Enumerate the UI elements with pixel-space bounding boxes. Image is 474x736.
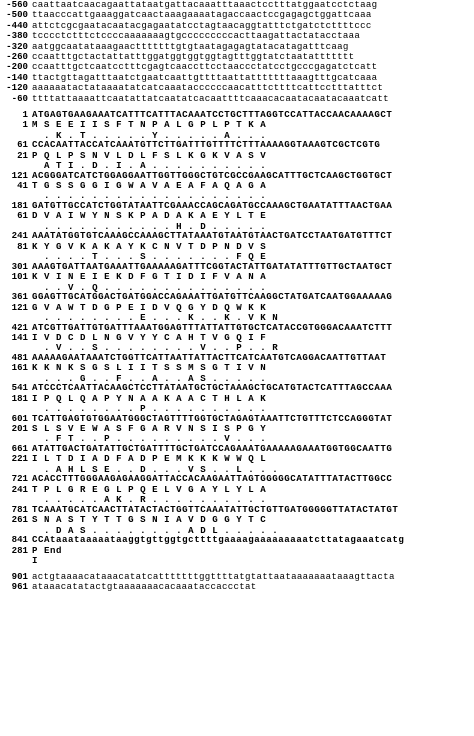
amino-acid-line-text: K Y G V K A K A Y K C N V T D P N D V S bbox=[32, 241, 267, 252]
nucleotide-line bbox=[0, 292, 474, 302]
downstream-sequence-line bbox=[0, 572, 474, 582]
amino-acid-line-text: P Q L P S N V L D L F S L K G K V A S V bbox=[32, 150, 267, 161]
amino-acid-line bbox=[0, 181, 474, 191]
substitution-line bbox=[0, 131, 474, 140]
position-number: 721 bbox=[11, 474, 28, 485]
nucleotide-line-text: AAAAAGAATAAATCTGGTTCATTAATTATTACTTCATCAATGTCAGGACAATTGTTAAT bbox=[32, 352, 387, 363]
amino-acid-line-text: S N A S T Y T T G S N I A V D G G Y T C bbox=[32, 515, 267, 526]
substitution-line-text: . . . G . . F . . A . . A S . . . . . bbox=[32, 373, 267, 383]
nucleotide-line-text: CCACAATTACCATCAAATGTTCTTGATTTGTTTTCTTTAAAAGGTAAAGTCGCTCGTG bbox=[32, 140, 381, 151]
sequence-block bbox=[0, 201, 474, 231]
position-number: 961 bbox=[11, 581, 28, 592]
upstream-sequence-line-text: ccaatttgctactattatttggatggtggtggtagtttggtatctaatattttttt bbox=[32, 51, 355, 62]
position-number: 781 bbox=[11, 504, 28, 515]
position-number: 161 bbox=[11, 363, 28, 374]
substitution-line bbox=[0, 343, 474, 352]
substitution-line-text: I bbox=[32, 555, 39, 565]
sequence-block bbox=[0, 262, 474, 292]
position-number: 101 bbox=[11, 272, 28, 283]
substitution-line bbox=[0, 465, 474, 474]
position-number: 141 bbox=[11, 332, 28, 343]
sequence-block bbox=[0, 110, 474, 140]
sequence-block bbox=[0, 505, 474, 535]
nucleotide-line-text: GATGTTGCCATCTGGTATAATTCGAAACCAGCAGATGCCAAAGCTGAATATTTAACTGAA bbox=[32, 201, 393, 212]
amino-acid-line-text: P End bbox=[32, 545, 63, 556]
position-number: 121 bbox=[11, 302, 28, 313]
substitution-line bbox=[0, 283, 474, 292]
position-number: -380 bbox=[6, 31, 28, 42]
upstream-sequence-line bbox=[0, 83, 474, 93]
substitution-line-text: . D A S . . . . . . . . A D L . . . . . bbox=[32, 525, 279, 535]
amino-acid-line-text: D V A I W Y N S K P A D A K A E Y L T E bbox=[32, 211, 267, 222]
substitution-line-text: . . . . . . . . P . . . . . . . . . . bbox=[32, 404, 267, 414]
upstream-sequence-line-text: caattaatcaacagaattataatgattacaaatttaaactcctttatggaatcctctaag bbox=[32, 0, 378, 10]
nucleotide-line bbox=[0, 201, 474, 211]
sequence-block bbox=[0, 535, 474, 565]
upstream-sequence-line-text: aaaaaatactataaaatatcatcaaataccccccaacatttcttttcattcctttatttct bbox=[32, 83, 384, 94]
nucleotide-line-text: AAATATGGTGTCAAAGCCAAAGCTTATAAATGTAATGTAACTGATCCTAATGATGTTTCT bbox=[32, 231, 393, 242]
sequence-block bbox=[0, 231, 474, 261]
position-number: 61 bbox=[17, 211, 28, 222]
position-number: 241 bbox=[11, 231, 28, 242]
nucleotide-line bbox=[0, 414, 474, 424]
position-number: 61 bbox=[17, 140, 28, 151]
amino-acid-line bbox=[0, 363, 474, 373]
position-number: 261 bbox=[11, 515, 28, 526]
sequence-block bbox=[0, 353, 474, 383]
amino-acid-line bbox=[0, 211, 474, 221]
position-number: 361 bbox=[11, 292, 28, 303]
position-number: -60 bbox=[11, 93, 28, 104]
upstream-sequence-line bbox=[0, 0, 474, 10]
position-number: 41 bbox=[17, 181, 28, 192]
nucleotide-line-text: ATATTGACTGATATTGCTGATTTTGCTGATCCAGAAATGAAAAAGAAATGGTGGCAATTG bbox=[32, 444, 393, 455]
amino-acid-line bbox=[0, 485, 474, 495]
nucleotide-line bbox=[0, 535, 474, 545]
position-number: 181 bbox=[11, 393, 28, 404]
amino-acid-line-text: M S E E I I S F T N P A L G P L P T K A bbox=[32, 120, 267, 131]
amino-acid-line-text: G V A W T D G P E I D V Q G Y D Q W K K bbox=[32, 302, 267, 313]
position-number: -320 bbox=[6, 41, 28, 52]
amino-acid-line bbox=[0, 120, 474, 130]
substitution-line bbox=[0, 434, 474, 443]
nucleotide-line bbox=[0, 383, 474, 393]
upstream-sequence-line bbox=[0, 21, 474, 31]
position-number: 301 bbox=[11, 261, 28, 272]
sequence-block bbox=[0, 171, 474, 201]
substitution-line bbox=[0, 556, 474, 565]
substitution-line bbox=[0, 526, 474, 535]
amino-acid-line bbox=[0, 394, 474, 404]
upstream-sequence-line bbox=[0, 31, 474, 41]
substitution-line-text: . K . T . . . . . Y . . . . . A . . . bbox=[32, 130, 267, 140]
nucleotide-line bbox=[0, 140, 474, 150]
upstream-sequence-line-text: ccaatttgctcaatcctttcgagtcaaccttcctaaccctatcctgcccgagatctcatt bbox=[32, 62, 378, 73]
upstream-sequence-line bbox=[0, 10, 474, 20]
position-number: 841 bbox=[11, 535, 28, 546]
substitution-line-text: . . . . . . . . . . . H . D . . . . . bbox=[32, 221, 267, 231]
nucleotide-line bbox=[0, 171, 474, 181]
nucleotide-line-text: CCAtaaataaaaataaggtgttggtgcttttgaaaagaaaaaaaaatcttatagaaatcatg bbox=[32, 535, 405, 546]
nucleotide-line bbox=[0, 231, 474, 241]
nucleotide-line bbox=[0, 444, 474, 454]
sequence-block bbox=[0, 474, 474, 504]
amino-acid-line bbox=[0, 333, 474, 343]
position-number: 241 bbox=[11, 484, 28, 495]
nucleotide-line-text: TCATTGAGTGTGGAATGGGCTAGTTTTGGTGCTAGAGTAAATTCTGTTTCTCCAGGGTAT bbox=[32, 413, 393, 424]
position-number: -140 bbox=[6, 72, 28, 83]
coding-region bbox=[0, 110, 474, 565]
amino-acid-line-text: I V D C D L N G V Y Y C A H T V G Q I F bbox=[32, 332, 267, 343]
position-number: -200 bbox=[6, 62, 28, 73]
upstream-sequence-line-text: aatggcaatataaagaactttttttgtgtaatagagagtatacatagatttcaag bbox=[32, 41, 349, 52]
sequence-block bbox=[0, 383, 474, 413]
upstream-sequence-line bbox=[0, 52, 474, 62]
amino-acid-line bbox=[0, 151, 474, 161]
amino-acid-line bbox=[0, 424, 474, 434]
substitution-line bbox=[0, 191, 474, 200]
position-number: -440 bbox=[6, 20, 28, 31]
position-number: 1 bbox=[22, 120, 28, 131]
position-number: 181 bbox=[11, 201, 28, 212]
downstream-sequence-line-text: ataaacatatactgtaaaaaaacacaaataccaccctat bbox=[32, 581, 257, 592]
upstream-sequence-line-text: ttactgttagatttaatctgaatcaattgttttaattatttttttaaagtttgcatcaaa bbox=[32, 72, 378, 83]
sequence-block bbox=[0, 323, 474, 353]
downstream-sequence-line bbox=[0, 582, 474, 592]
nucleotide-line-text: ATCGTTGATTGTGATTTAAATGGAGTTTATTATTGTGCTCATACCGTGGGACAAATCTTT bbox=[32, 322, 393, 333]
position-number: -560 bbox=[6, 0, 28, 10]
amino-acid-line-text: K K N K S G S L I I T S S M S G T I V N bbox=[32, 363, 267, 374]
substitution-line-text: . . V . Q . . . . . . . . . . . . . . bbox=[32, 282, 267, 292]
upstream-sequence-line-text: ttaacccattgaaaggatcaactaaagaaaatagaccaactccgagagctggattcaaa bbox=[32, 10, 372, 21]
nucleotide-line bbox=[0, 474, 474, 484]
nucleotide-line-text: ATGAGTGAAGAAATCATTTCATTTACAAATCCTGCTTTAGGTCCATTACCAACAAAAGCT bbox=[32, 109, 393, 120]
nucleotide-line bbox=[0, 262, 474, 272]
substitution-line bbox=[0, 374, 474, 383]
position-number: -500 bbox=[6, 10, 28, 21]
sequence-block bbox=[0, 140, 474, 170]
nucleotide-line bbox=[0, 110, 474, 120]
amino-acid-line-text: T G S S G G I G W A V A E A F A Q A G A bbox=[32, 181, 267, 192]
amino-acid-line bbox=[0, 515, 474, 525]
sequence-block bbox=[0, 444, 474, 474]
upstream-sequence-line-text: attctcgcgaatacaatacgagaatatcctagtaacaggtatttctgatctcttttccc bbox=[32, 20, 372, 31]
amino-acid-line bbox=[0, 303, 474, 313]
position-number: -260 bbox=[6, 51, 28, 62]
downstream-sequence-line-text: actgtaaaacataaacatatcatttttttggttttatgtattaataaaaaaataaagttacta bbox=[32, 571, 395, 582]
amino-acid-line-text: T P L G R E G L P Q E L V G A Y L Y L A bbox=[32, 484, 267, 495]
upstream-sequence-line-text: ttttattaaaattcaatattatcaatatcacaattttcaaacacaatacaatacaaatcatt bbox=[32, 93, 389, 104]
amino-acid-line-text: I P Q L Q A P Y N A A K A A C T H L A K bbox=[32, 393, 267, 404]
nucleotide-line-text: AAAGTGATTAATGAAATTGAAAAAGATTTCGGTACTATTGATATATTTGTTGCTAATGCT bbox=[32, 261, 393, 272]
nucleotide-line-text: ATCCCTCAATTACAAGCTCCTTATAATGCTGCTAAAGCTGCATGTACTCATTTAGCCAAA bbox=[32, 383, 393, 394]
nucleotide-line bbox=[0, 353, 474, 363]
position-number: 81 bbox=[17, 241, 28, 252]
nucleotide-line bbox=[0, 323, 474, 333]
substitution-line bbox=[0, 252, 474, 261]
amino-acid-line bbox=[0, 272, 474, 282]
substitution-line bbox=[0, 222, 474, 231]
substitution-line bbox=[0, 313, 474, 322]
substitution-line-text: . . . . T . . . S . . . . . . . F Q E bbox=[32, 252, 267, 262]
sequence-block bbox=[0, 292, 474, 322]
substitution-line-text: . A H L S E . . D . . . V S . . L . . . bbox=[32, 464, 279, 474]
position-number: 121 bbox=[11, 170, 28, 181]
upstream-sequence-line bbox=[0, 42, 474, 52]
upstream-sequence-line bbox=[0, 62, 474, 72]
amino-acid-line bbox=[0, 546, 474, 556]
position-number: 661 bbox=[11, 444, 28, 455]
upstream-sequence-line-text: tcccctctttctccccaaaaaaagtgcccccccccacttaagattactatacctaaa bbox=[32, 31, 361, 42]
position-number: 901 bbox=[11, 571, 28, 582]
amino-acid-line-text: I L T D I A D F A D P E M K K K W W Q L bbox=[32, 454, 267, 465]
substitution-line-text: . V . . S . . . . . . . . V . . P . . R bbox=[32, 343, 279, 353]
position-number: 541 bbox=[11, 383, 28, 394]
nucleotide-line bbox=[0, 505, 474, 515]
downstream-region bbox=[0, 572, 474, 593]
amino-acid-line-text: S L S V E W A S F G A R V N S I S P G Y bbox=[32, 424, 267, 435]
nucleotide-line-text: TCAAATGCATCAACTTATACTACTGGTTCAAATATTGCTGTTGATGGGGGTTATACTATGT bbox=[32, 504, 399, 515]
nucleotide-line-text: ACACCTTTGGGAAGAGAAGGATTACCACAAGAATTAGTGGGGGCATATTTATACTTGGCC bbox=[32, 474, 393, 485]
amino-acid-line bbox=[0, 454, 474, 464]
substitution-line-text: . F T . . P . . . . . . . . . V . . . bbox=[32, 434, 267, 444]
substitution-line-text: . . . . . . . . . . . . . . . . . . . bbox=[32, 191, 267, 201]
position-number: 281 bbox=[11, 545, 28, 556]
substitution-line bbox=[0, 161, 474, 170]
substitution-line bbox=[0, 404, 474, 413]
amino-acid-line bbox=[0, 242, 474, 252]
position-number: 21 bbox=[17, 150, 28, 161]
substitution-line-text: . . . . . . . . E . . . K . . K . V K N bbox=[32, 312, 279, 322]
nucleotide-line-text: ACGGGATCATCTGGAGGAATTGGTTGGGCTGTCGCCGAAGCATTTGCTCAAGCTGGTGCT bbox=[32, 170, 393, 181]
position-number: -120 bbox=[6, 83, 28, 94]
position-number: 1 bbox=[22, 109, 28, 120]
substitution-line-text: . . . . . A K . R . . . . . . . . . . bbox=[32, 495, 267, 505]
upstream-region bbox=[0, 0, 474, 104]
nucleotide-line-text: GGAGTTGCATGGACTGATGGACCAGAAATTGATGTTCAAGGCTATGATCAATGGAAAAAG bbox=[32, 292, 393, 303]
upstream-sequence-line bbox=[0, 94, 474, 104]
upstream-sequence-line bbox=[0, 73, 474, 83]
position-number: 601 bbox=[11, 413, 28, 424]
position-number: 221 bbox=[11, 454, 28, 465]
position-number: 201 bbox=[11, 424, 28, 435]
substitution-line bbox=[0, 495, 474, 504]
sequence-block bbox=[0, 414, 474, 444]
position-number: 481 bbox=[11, 352, 28, 363]
position-number: 421 bbox=[11, 322, 28, 333]
substitution-line-text: A T I . D . I . A . . . . . . . . . . bbox=[32, 161, 267, 171]
amino-acid-line-text: K V I N E I E K D F G T I D I F V A N A bbox=[32, 272, 267, 283]
